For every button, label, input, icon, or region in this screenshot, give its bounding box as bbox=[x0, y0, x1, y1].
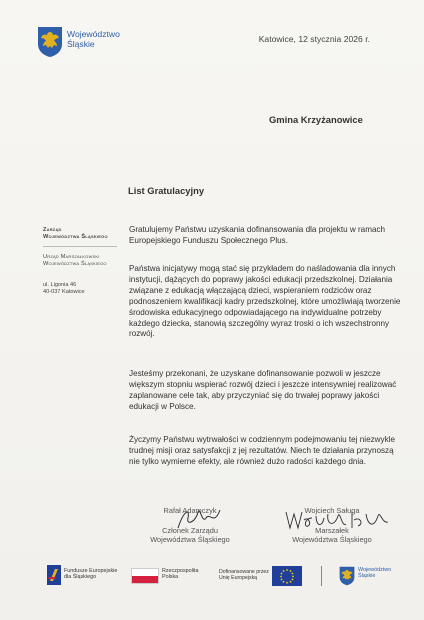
eu-line1: Dofinansowane przez bbox=[219, 569, 269, 575]
european-funds-line1: Fundusze Europejskie bbox=[64, 568, 118, 574]
recipient: Gmina Krzyżanowice bbox=[269, 114, 363, 125]
european-funds-logo-icon bbox=[47, 565, 61, 585]
sidebar-address bbox=[43, 282, 123, 296]
eu-funding-label bbox=[219, 569, 269, 581]
sidebar-org-line1: Zarząd bbox=[43, 227, 62, 233]
poland-label bbox=[162, 568, 199, 581]
footer-brand bbox=[358, 567, 391, 580]
footer-brand-line1: Województwo bbox=[358, 567, 392, 573]
silesia-crest-small-icon bbox=[339, 566, 355, 586]
letter-date: Katowice, 12 stycznia 2026 r. bbox=[258, 34, 370, 44]
silesia-crest-icon bbox=[37, 26, 63, 58]
paragraph-2-text: Państwa inicjatywy mogą stać się przykładem do naśladowania dla innych instytucji, dążących do poprawy jakości edukacji przedszkolnej. Działania związane z edukacją włączającą dzieci, wspieraniem rodziców oraz podnoszeniem kwalifikacji kadry przedszkolnej, które umożliwiają tworzenie środowiska edukacyjnego odpowiadającego na indywidualne potrzeby każdego dziecka, stanowią szczególny wyraz troski o ich wszechstronny rozwój. bbox=[129, 264, 401, 339]
brand-name bbox=[67, 29, 120, 49]
european-funds-label bbox=[64, 568, 117, 581]
european-funds-line2: dla Śląskiego bbox=[64, 574, 97, 581]
sidebar-address-line1: ul. Ligonia 46 bbox=[43, 282, 77, 288]
eu-flag-icon bbox=[272, 566, 302, 586]
sidebar-org-line2: Województwa Śląskiego bbox=[43, 234, 108, 240]
sidebar-divider bbox=[43, 246, 117, 247]
poland-line1: Rzeczpospolita bbox=[162, 568, 199, 574]
sidebar-organisation bbox=[43, 227, 123, 241]
sidebar-office bbox=[43, 254, 123, 268]
paragraph-3-text: Jesteśmy przekonani, że uzyskane dofinansowanie pozwoli w jeszcze większym stopniu wspierać rozwój dzieci i jeszcze intensywniej realizować zaplanowane cele tak, aby przyczyniać się do trwałej poprawy jakości edukacji w Polsce. bbox=[129, 369, 397, 411]
letter-title: List Gratulacyjny bbox=[128, 185, 205, 196]
sidebar-office-line1: Urząd Marszałkowski bbox=[43, 254, 100, 260]
signature-1-role: Członek Zarządu bbox=[162, 526, 218, 535]
signature-2-name: Wojciech Saługa bbox=[304, 506, 360, 515]
signature-1-role-org: Województwa Śląskiego bbox=[150, 535, 230, 544]
signature-2-role: Marszałek bbox=[315, 526, 349, 535]
footer-divider bbox=[321, 566, 322, 586]
signature-1-name: Rafał Adamczyk bbox=[163, 506, 217, 515]
brand-line2: Śląskie bbox=[67, 39, 95, 49]
signature-block-1 bbox=[130, 506, 250, 544]
paragraph-1 bbox=[129, 225, 403, 247]
eu-line2: Unię Europejską bbox=[219, 575, 258, 582]
footer-brand-line2: Śląskie bbox=[358, 573, 376, 580]
poland-flag-icon bbox=[131, 568, 159, 584]
sidebar-office-line2: Województwa Śląskiego bbox=[43, 261, 107, 267]
paragraph-1-text: Gratulujemy Państwu uzyskania dofinansowania dla projektu w ramach Europejskiego Funduszu Społecznego Plus. bbox=[129, 225, 386, 245]
paragraph-4-text: Życzymy Państwu wytrwałości w codziennym podejmowaniu tej niezwykle trudnej misji oraz satysfakcji z jej rezultatów. Niech te działania przynoszą nie tylko wymierne efekty, ale również dużo radości każdego dnia. bbox=[129, 435, 395, 466]
sidebar-address-line2: 40-037 Katowice bbox=[43, 289, 85, 295]
paragraph-4 bbox=[129, 435, 403, 468]
paragraph-2 bbox=[129, 264, 403, 340]
paragraph-3 bbox=[129, 369, 403, 413]
signature-2-role-org: Województwa Śląskiego bbox=[292, 535, 372, 544]
poland-line2: Polska bbox=[162, 574, 179, 581]
brand-line1: Województwo bbox=[67, 29, 120, 39]
signature-block-2 bbox=[272, 506, 392, 544]
